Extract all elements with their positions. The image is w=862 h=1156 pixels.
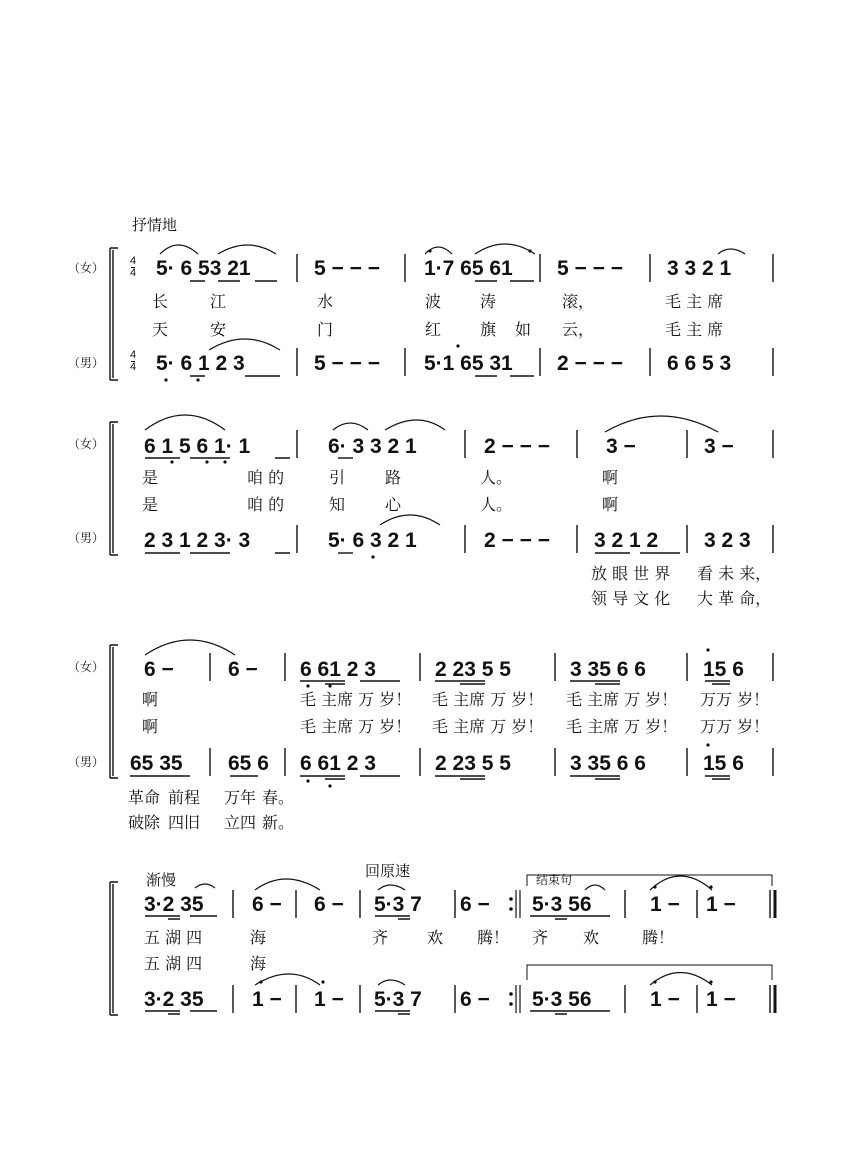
measure-notes: 5·3 56 (532, 988, 592, 1011)
lyric: 万万 岁！ (700, 690, 770, 709)
measure-notes: 1 − (650, 988, 680, 1011)
lyric: 啊 (602, 495, 619, 514)
tempo-resume-mark: 回原速 (365, 862, 411, 880)
time-signature: 4 4 (130, 255, 137, 279)
measure-notes: 2 23 5 5 (435, 658, 511, 681)
measure-notes: 1 − (706, 988, 736, 1011)
measure-notes: 3 35 6 6 (570, 658, 646, 681)
part-label-female: （女） (68, 437, 105, 451)
tempo-mark: 抒情地 (132, 216, 178, 234)
time-signature: 4 4 (130, 349, 137, 373)
measure-notes: 6 − (460, 988, 490, 1011)
lyric: 啊 (142, 717, 159, 736)
lyric: 是 (142, 495, 159, 514)
lyric: 水 (317, 292, 334, 311)
lyric: 安 (210, 320, 227, 339)
lyric: 人。 (480, 495, 513, 514)
measure-notes: 2 3 1 2 3· 3 (144, 529, 251, 552)
lyric: 毛 主席 万 岁！ (300, 717, 412, 736)
lyric: 海 (250, 928, 267, 947)
lyric: 腾！ (477, 928, 510, 947)
lyric: 毛 主席 万 岁！ (432, 717, 544, 736)
lyric: 腾！ (642, 928, 675, 947)
lyric: 立四 (224, 813, 257, 832)
measure-notes: 1 − (314, 988, 344, 1011)
measure-notes: 5·3 7 (374, 893, 422, 916)
measure-notes: 3·2 35 (144, 893, 204, 916)
measure-notes: 3 − (704, 435, 734, 458)
lyric: 毛 主 席 (665, 320, 724, 339)
measure-notes: 6 − (314, 893, 344, 916)
measure-notes: 65 6 (228, 752, 269, 775)
measure-notes: 6· 3 3 2 1 (328, 435, 417, 458)
measure-notes: 6 − (252, 893, 282, 916)
measure-notes: 5 − − − (314, 257, 380, 280)
lyric: 滚， (562, 292, 595, 311)
lyric: 咱 的 (247, 468, 285, 487)
repeat-dots (509, 897, 513, 1006)
system-brackets (110, 248, 118, 1015)
ending-label: 结束句 (536, 873, 573, 887)
lyric: 毛 主席 万 岁！ (300, 690, 412, 709)
measure-notes: 5·3 7 (374, 988, 422, 1011)
lyric: 放 眼 世 界 (591, 564, 671, 583)
measure-notes: 5· 6 1 2 3 (156, 352, 245, 375)
lyric: 如 (515, 320, 532, 339)
lyric: 旗 (480, 320, 497, 339)
lyric: 欢 (583, 928, 600, 947)
tempo-slow-mark: 渐慢 (146, 871, 177, 889)
measure-notes: 6 − (228, 658, 258, 681)
lyric: 知 (329, 495, 346, 514)
lyric: 万年 (224, 788, 257, 807)
lyric: 长 (152, 292, 169, 311)
lyric: 欢 (427, 928, 444, 947)
part-label-female: （女） (68, 660, 105, 674)
lyric: 毛 主 席 (665, 292, 724, 311)
part-label-female: （女） (68, 261, 105, 275)
lyric: 啊 (602, 468, 619, 487)
lyric: 江 (210, 292, 227, 311)
lyric: 春。 (262, 788, 295, 807)
measure-notes: 2 − − − (484, 529, 550, 552)
measure-notes: 6 61 2 3 (300, 658, 376, 681)
measure-notes: 6 61 2 3 (300, 752, 376, 775)
measure-notes: 15 6 (703, 752, 744, 775)
lyric: 四旧 (168, 813, 201, 832)
lyric: 五 湖 四 (144, 928, 203, 947)
measure-notes: 5 − − − (557, 257, 623, 280)
lyric: 路 (385, 468, 402, 487)
measure-notes: 3·2 35 (144, 988, 204, 1011)
measure-notes: 5·1 65 31 (424, 352, 513, 375)
measure-notes: 3 35 6 6 (570, 752, 646, 775)
lyric: 革命 (128, 788, 161, 807)
part-label-male: （男） (68, 356, 105, 370)
measure-notes: 65 35 (130, 752, 183, 775)
lyric: 波 (425, 292, 442, 311)
measure-notes: 5 − − − (314, 352, 380, 375)
measure-notes: 6 6 5 3 (667, 352, 732, 375)
lyric: 心 (385, 495, 402, 514)
lyric: 海 (250, 954, 267, 973)
measure-notes: 1 − (650, 893, 680, 916)
measure-notes: 6 1 5 6 1· 1 (144, 435, 251, 458)
measure-notes: 2 − − − (557, 352, 623, 375)
lyric: 毛 主席 万 岁！ (566, 717, 678, 736)
lyric: 看 未 来， (697, 564, 772, 583)
measure-notes: 2 23 5 5 (435, 752, 511, 775)
part-label-male: （男） (68, 755, 105, 769)
lyric: 五 湖 四 (144, 954, 203, 973)
lyric: 天 (152, 320, 169, 339)
measure-notes: 6 − (460, 893, 490, 916)
measure-notes: 3 2 3 (704, 529, 751, 552)
measure-notes: 3 − (606, 435, 636, 458)
lyric: 毛 主席 万 岁！ (566, 690, 678, 709)
measure-notes: 5·3 56 (532, 893, 592, 916)
lyric: 啊 (142, 690, 159, 709)
lyric: 涛 (480, 292, 497, 311)
measure-notes: 6 − (144, 658, 174, 681)
lyric: 毛 主席 万 岁！ (432, 690, 544, 709)
measure-notes: 5· 6 53 21 (156, 257, 251, 280)
lyric: 门 (317, 320, 334, 339)
lyric: 红 (425, 320, 442, 339)
measure-notes: 3 2 1 2 (594, 529, 659, 552)
lyric: 是 (142, 468, 159, 487)
lyric: 咱 的 (247, 495, 285, 514)
beams (130, 281, 730, 1014)
lyric: 引 (329, 468, 346, 487)
lyric: 大 革 命， (697, 589, 772, 608)
lyric: 领 导 文 化 (591, 589, 671, 608)
measure-notes: 15 6 (703, 658, 744, 681)
lyric: 万万 岁！ (700, 717, 770, 736)
measure-notes: 1 − (252, 988, 282, 1011)
measure-notes: 2 − − − (484, 435, 550, 458)
lyric: 人。 (480, 468, 513, 487)
lyric: 新。 (262, 813, 295, 832)
lyric: 破除 (128, 813, 161, 832)
lyric: 云， (562, 320, 595, 339)
measure-notes: 5· 6 3 2 1 (328, 529, 417, 552)
measure-notes: 1 − (706, 893, 736, 916)
lyric: 齐 (372, 928, 389, 947)
measure-notes: 3 3 2 1 (667, 257, 732, 280)
lyric: 齐 (532, 928, 549, 947)
part-label-male: （男） (68, 531, 105, 545)
lyric: 前程 (168, 788, 201, 807)
measure-notes: 1·7 65 61 (424, 257, 513, 280)
